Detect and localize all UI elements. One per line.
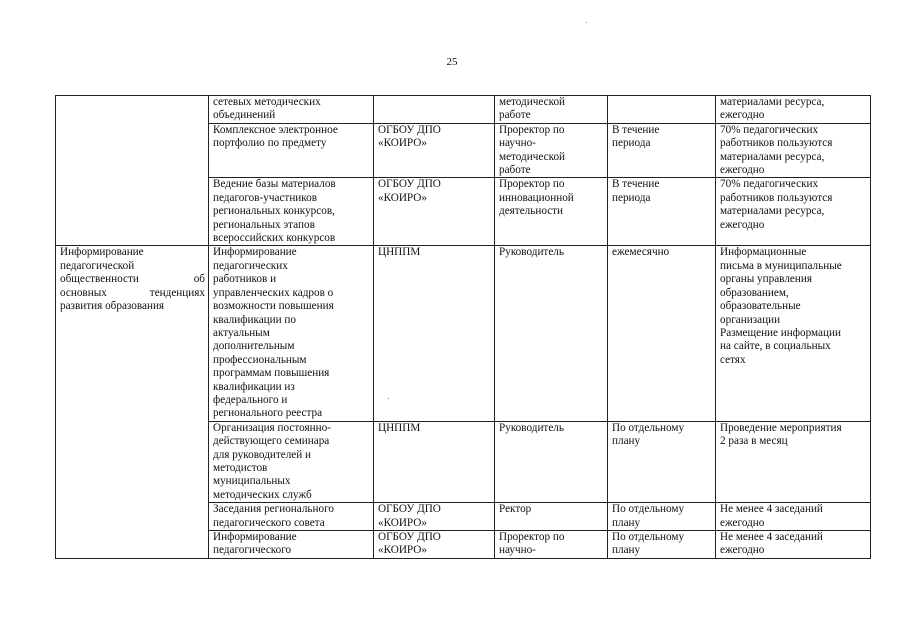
cell-line: Проректор по bbox=[499, 531, 565, 543]
cell-line: плану bbox=[612, 435, 641, 448]
cell-line: методической bbox=[499, 150, 566, 163]
cell-line: «КОИРО» bbox=[378, 544, 427, 557]
cell-line: дополнительным bbox=[213, 340, 295, 353]
cell-line: Информирование bbox=[213, 246, 297, 259]
cell-line: По отдельному bbox=[612, 421, 685, 434]
cell-line: образовательные bbox=[720, 300, 801, 313]
cell-line: педагогических bbox=[213, 259, 288, 272]
table-body bbox=[56, 96, 871, 559]
cell-line: методической bbox=[499, 96, 566, 108]
cell-line: инновационной bbox=[499, 191, 574, 204]
cell-line: В течение bbox=[612, 123, 660, 136]
result-cell bbox=[716, 503, 871, 531]
cell-line: образованием, bbox=[720, 286, 789, 299]
cell-line: организации bbox=[720, 313, 781, 326]
cell-line: педагогического bbox=[213, 544, 292, 557]
result-cell bbox=[716, 421, 871, 502]
responsible-cell bbox=[495, 123, 608, 178]
cell-line: ежемесячно bbox=[612, 246, 670, 259]
cell-line: на сайте, в социальных bbox=[720, 340, 831, 353]
responsible-cell bbox=[495, 246, 608, 421]
scan-speck bbox=[586, 22, 587, 23]
cell-line: Информирование bbox=[213, 531, 297, 543]
cell-line: ЦНППМ bbox=[378, 246, 421, 259]
cell-line: «КОИРО» bbox=[378, 516, 427, 529]
cell-line: основных тенденциях bbox=[60, 286, 205, 299]
cell-line: развития образования bbox=[60, 300, 165, 313]
cell-line: Комплексное электронное bbox=[213, 123, 338, 136]
activity-cell bbox=[209, 246, 374, 421]
activity-cell bbox=[209, 123, 374, 178]
cell-line: ежегодно bbox=[720, 218, 765, 231]
cell-line: Размещение информации bbox=[720, 326, 841, 339]
result-cell bbox=[716, 531, 871, 559]
cell-line: ОГБОУ ДПО bbox=[378, 503, 441, 516]
activity-cell bbox=[209, 531, 374, 559]
responsible-cell bbox=[495, 178, 608, 246]
cell-line: работников пользуются bbox=[720, 137, 833, 150]
cell-line: возможности повышения bbox=[213, 300, 334, 313]
executor-cell bbox=[374, 123, 495, 178]
cell-line: Руководитель bbox=[499, 421, 564, 434]
cell-line: По отдельному bbox=[612, 531, 685, 543]
cell-line: «КОИРО» bbox=[378, 191, 427, 204]
page-number: 25 bbox=[446, 56, 458, 68]
cell-line: Проректор по bbox=[499, 178, 565, 191]
cell-line: Информирование bbox=[60, 246, 144, 259]
cell-line: периода bbox=[612, 191, 651, 204]
executor-cell bbox=[374, 531, 495, 559]
deadline-cell bbox=[608, 123, 716, 178]
cell-line: плану bbox=[612, 516, 641, 529]
cell-line: деятельности bbox=[499, 205, 564, 218]
cell-line: педагогической bbox=[60, 259, 135, 272]
cell-line: квалификации по bbox=[213, 313, 297, 326]
cell-line: ежегодно bbox=[720, 109, 765, 122]
deadline-cell bbox=[608, 531, 716, 559]
result-cell bbox=[716, 123, 871, 178]
cell-line: ОГБОУ ДПО bbox=[378, 123, 441, 136]
cell-line: действующего семинара bbox=[213, 435, 330, 448]
cell-line: работников пользуются bbox=[720, 191, 833, 204]
cell-line: Заседания регионального bbox=[213, 503, 335, 516]
cell-line: ежегодно bbox=[720, 544, 765, 557]
cell-line: периода bbox=[612, 137, 651, 150]
cell-line: методических служб bbox=[213, 488, 312, 501]
cell-line: Проректор по bbox=[499, 123, 565, 136]
cell-line: В течение bbox=[612, 178, 660, 191]
cell-line: ежегодно bbox=[720, 164, 765, 177]
deadline-cell bbox=[608, 503, 716, 531]
cell-line: объединений bbox=[213, 109, 276, 122]
cell-line: управленческих кадров о bbox=[213, 286, 334, 299]
table-row bbox=[56, 246, 871, 421]
cell-line: материалами ресурса, bbox=[720, 205, 825, 218]
cell-line: плану bbox=[612, 544, 641, 557]
cell-line: Проведение мероприятия bbox=[720, 421, 842, 434]
cell-line: методистов bbox=[213, 461, 268, 474]
cell-line: работе bbox=[499, 109, 531, 122]
cell-line: сетевых методических bbox=[213, 96, 321, 108]
direction-cell bbox=[56, 96, 209, 246]
cell-line: муниципальных bbox=[213, 475, 291, 488]
activity-cell bbox=[209, 178, 374, 246]
cell-line: общественности об bbox=[60, 273, 205, 286]
executor-cell bbox=[374, 246, 495, 421]
cell-line: Ведение базы материалов bbox=[213, 178, 336, 191]
deadline-cell bbox=[608, 178, 716, 246]
cell-line: 2 раза в месяц bbox=[720, 435, 788, 448]
responsible-cell bbox=[495, 503, 608, 531]
cell-line: педагогического совета bbox=[213, 516, 325, 529]
cell-line: региональных конкурсов, bbox=[213, 205, 335, 218]
responsible-cell bbox=[495, 96, 608, 124]
cell-line: письма в муниципальные bbox=[720, 259, 842, 272]
cell-line: Организация постоянно- bbox=[213, 421, 331, 434]
cell-line: квалификации из bbox=[213, 380, 295, 393]
cell-line: всероссийских конкурсов bbox=[213, 232, 336, 245]
cell-line: научно- bbox=[499, 137, 536, 150]
cell-line: сетях bbox=[720, 353, 746, 366]
cell-line: По отдельному bbox=[612, 503, 685, 516]
direction-cell bbox=[56, 246, 209, 558]
cell-line: Информационные bbox=[720, 246, 807, 259]
cell-line: педагогов-участников bbox=[213, 191, 318, 204]
activity-cell bbox=[209, 421, 374, 502]
cell-line: Руководитель bbox=[499, 246, 564, 259]
executor-cell bbox=[374, 178, 495, 246]
cell-line: ОГБОУ ДПО bbox=[378, 531, 441, 543]
cell-line: региональных этапов bbox=[213, 218, 315, 231]
cell-line: Не менее 4 заседаний bbox=[720, 531, 823, 543]
cell-line: профессиональным bbox=[213, 353, 307, 366]
deadline-cell bbox=[608, 246, 716, 421]
cell-line: ЦНППМ bbox=[378, 421, 421, 434]
cell-line: федерального и bbox=[213, 393, 288, 406]
cell-line: для руководителей и bbox=[213, 448, 312, 461]
result-cell bbox=[716, 96, 871, 124]
cell-line: 70% педагогических bbox=[720, 123, 819, 136]
responsible-cell bbox=[495, 421, 608, 502]
executor-cell bbox=[374, 421, 495, 502]
cell-line: материалами ресурса, bbox=[720, 96, 825, 108]
deadline-cell bbox=[608, 421, 716, 502]
cell-line: ежегодно bbox=[720, 516, 765, 529]
executor-cell bbox=[374, 96, 495, 124]
cell-line: ОГБОУ ДПО bbox=[378, 178, 441, 191]
responsible-cell bbox=[495, 531, 608, 559]
executor-cell bbox=[374, 503, 495, 531]
cell-line: материалами ресурса, bbox=[720, 150, 825, 163]
cell-line: актуальным bbox=[213, 326, 270, 339]
cell-line: 70% педагогических bbox=[720, 178, 819, 191]
cell-line: «КОИРО» bbox=[378, 137, 427, 150]
result-cell bbox=[716, 246, 871, 421]
table-row bbox=[56, 96, 871, 124]
cell-line: работников и bbox=[213, 273, 277, 286]
activity-cell bbox=[209, 96, 374, 124]
result-cell bbox=[716, 178, 871, 246]
cell-line: Ректор bbox=[499, 503, 532, 516]
cell-line: органы управления bbox=[720, 273, 812, 286]
cell-line: научно- bbox=[499, 544, 536, 557]
cell-line: программам повышения bbox=[213, 367, 330, 380]
deadline-cell bbox=[608, 96, 716, 124]
cell-line: регионального реестра bbox=[213, 407, 323, 420]
activity-cell bbox=[209, 503, 374, 531]
cell-line: работе bbox=[499, 164, 531, 177]
plan-table bbox=[55, 95, 871, 559]
cell-line: портфолио по предмету bbox=[213, 137, 327, 150]
cell-line: Не менее 4 заседаний bbox=[720, 503, 823, 516]
